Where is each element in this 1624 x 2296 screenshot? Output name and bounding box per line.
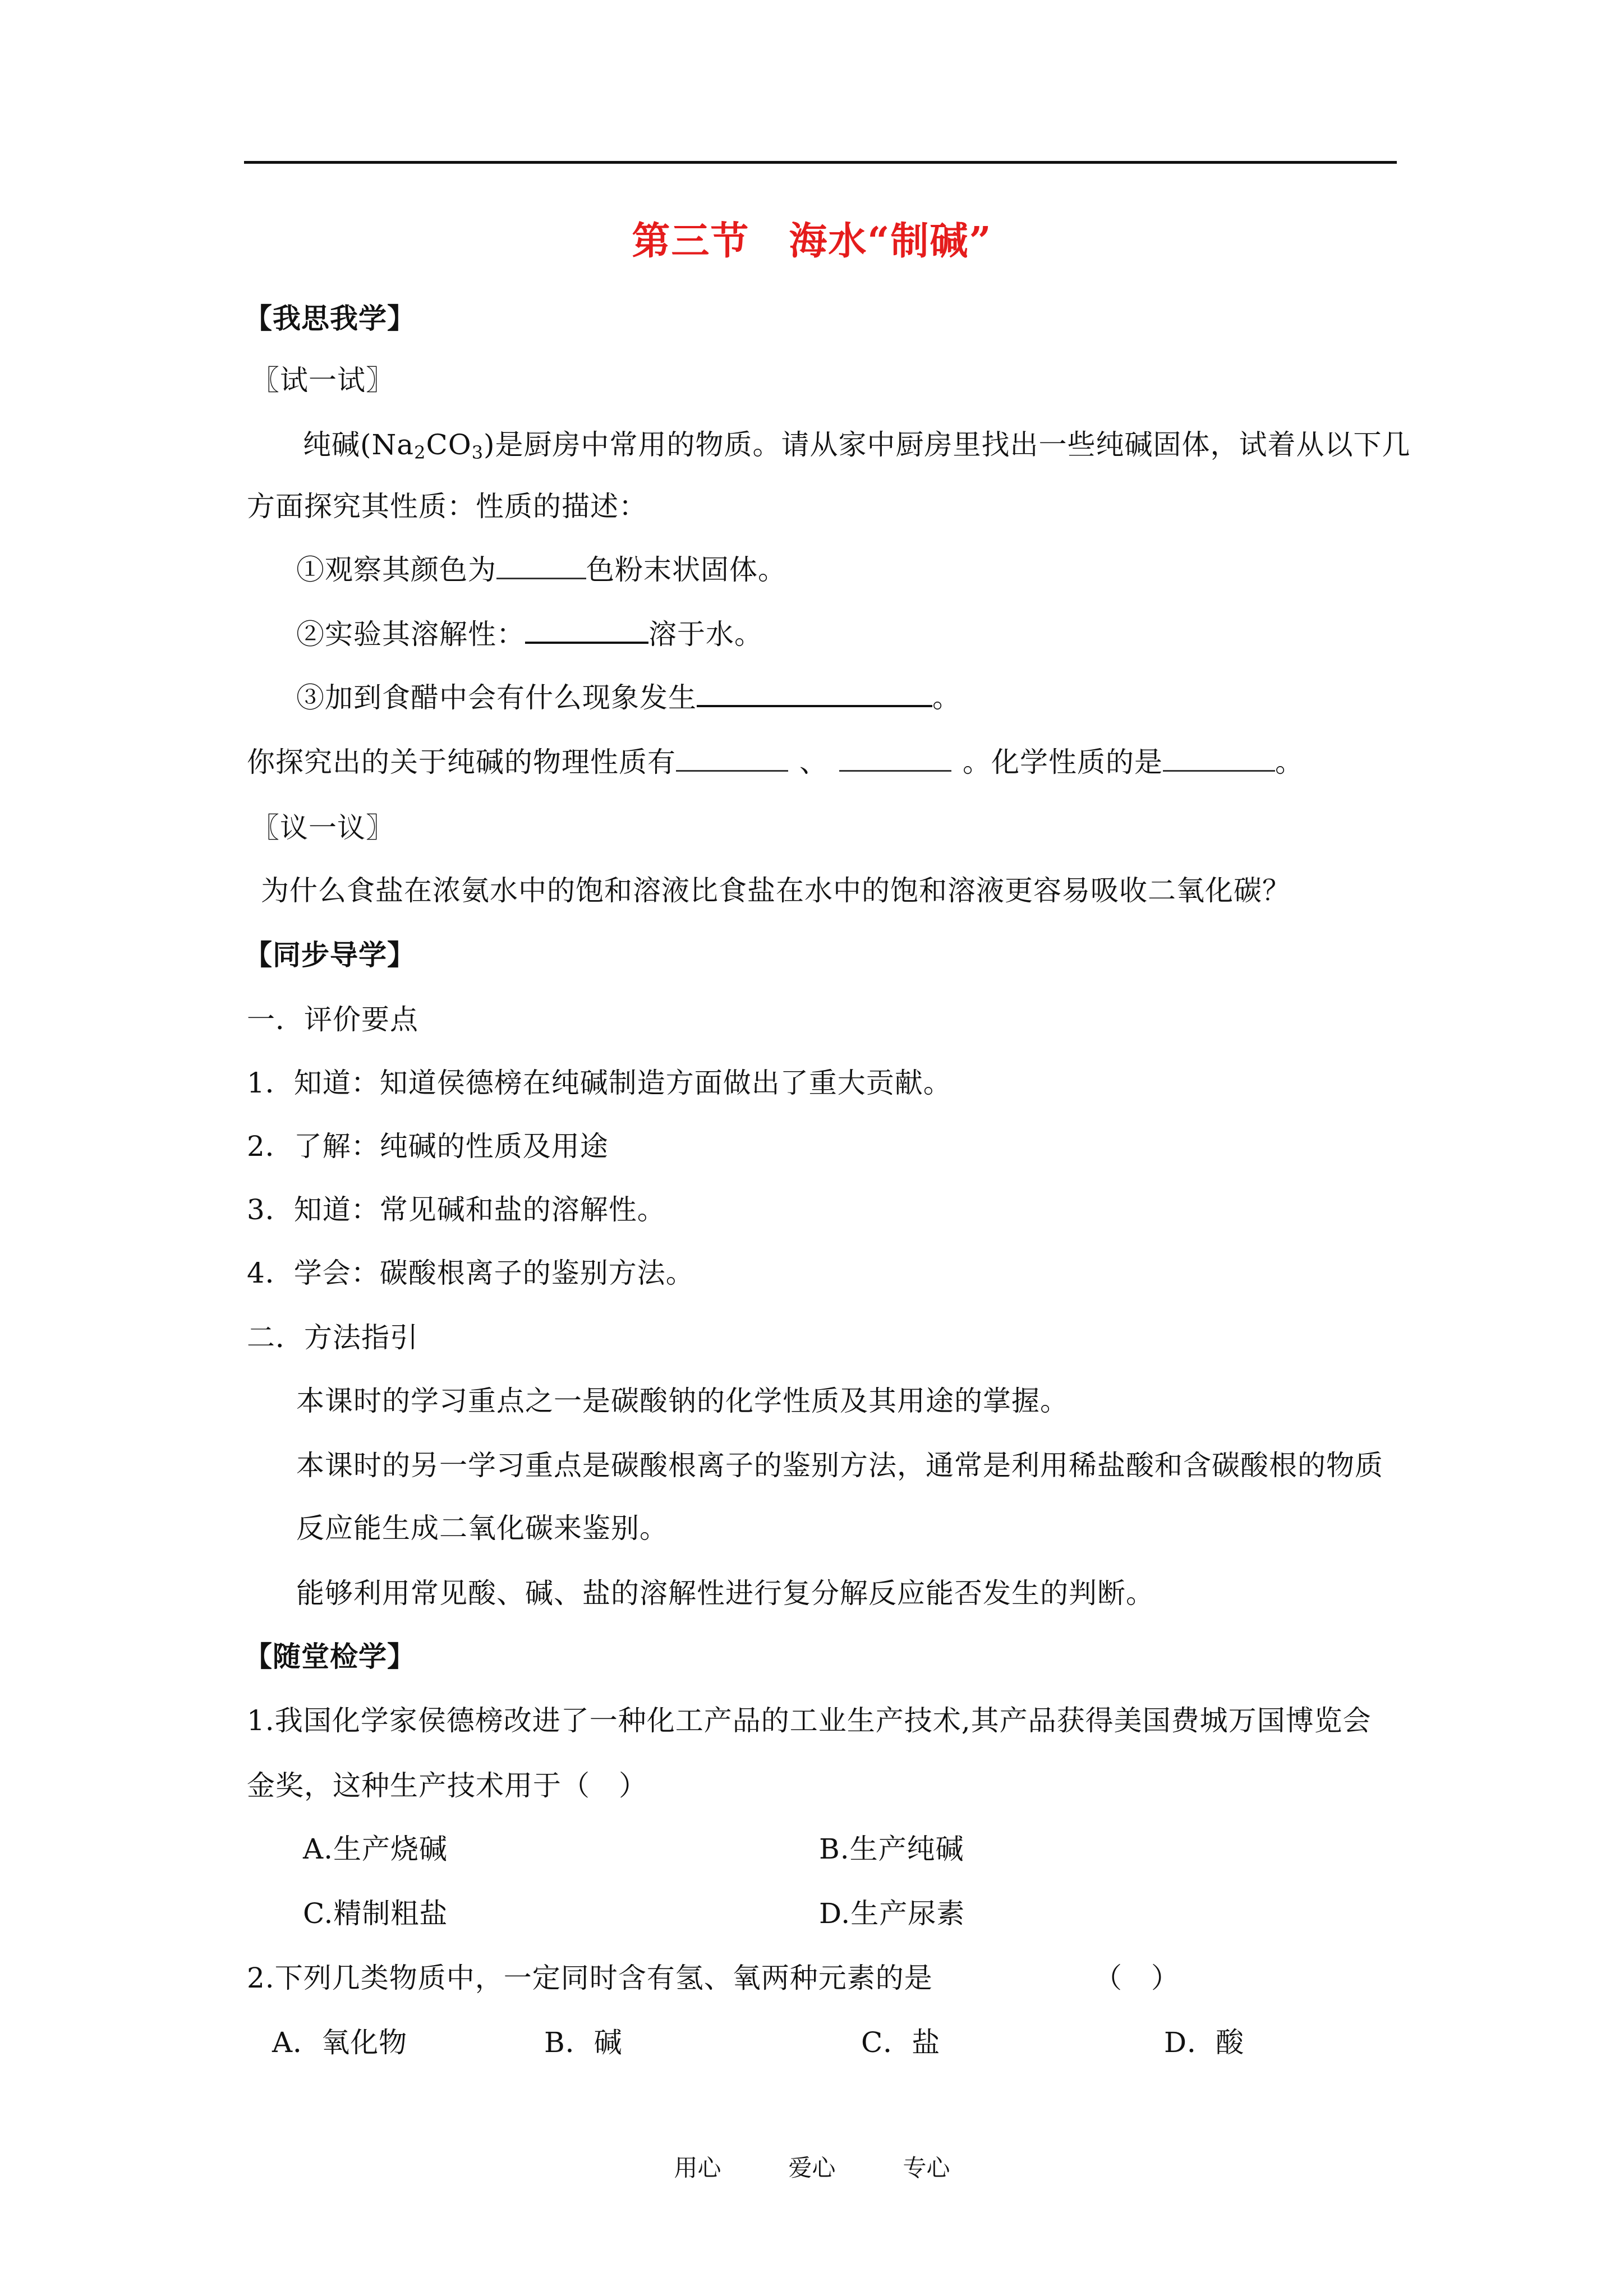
question-2-option-c[interactable]: C．盐 — [861, 2026, 941, 2059]
footer-word: 专心 — [903, 2154, 950, 2182]
paragraph-soda-line2: 方面探究其性质：性质的描述： — [247, 490, 647, 523]
method-heading: 二．方法指引 — [247, 1321, 418, 1354]
section-heading-think: 【我思我学】 — [244, 302, 416, 335]
question-1-option-c[interactable]: C.精制粗盐 — [303, 1897, 448, 1930]
method-paragraph-2-line2: 反应能生成二氧化碳来鉴别。 — [296, 1512, 668, 1545]
soda-suffix: )是厨房中常用的物质。请从家中厨房里找出一些纯碱固体，试着从以下几 — [484, 428, 1411, 461]
question-2-option-d[interactable]: D．酸 — [1164, 2026, 1245, 2059]
blank-vinegar[interactable] — [697, 680, 932, 707]
header-rule — [244, 161, 1397, 164]
question-vinegar-end: 。 — [932, 681, 961, 714]
blank-chemical[interactable] — [1163, 745, 1275, 772]
try-label: 〖试一试〗 — [251, 364, 394, 397]
eval-item: 3．知道：常见碱和盐的溶解性。 — [247, 1193, 666, 1226]
question-color — [296, 552, 786, 587]
method-paragraph-1: 本课时的学习重点之一是碳酸钠的化学性质及其用途的掌握。 — [296, 1385, 1069, 1417]
question-1-line1: 1.我国化学家侯德榜改进了一种化工产品的工业生产技术,其产品获得美国费城万国博览会 — [247, 1704, 1372, 1737]
soda-mid: CO — [426, 428, 472, 461]
eval-item: 1．知道：知道侯德榜在纯碱制造方面做出了重大贡献。 — [247, 1067, 952, 1099]
eval-heading: 一．评价要点 — [247, 1003, 418, 1036]
soda-prefix: 纯碱(Na — [303, 428, 415, 461]
discuss-label: 〖议一议〗 — [251, 812, 394, 844]
section-heading-check: 【随堂检学】 — [244, 1640, 416, 1673]
eval-item: 2．了解：纯碱的性质及用途 — [247, 1130, 609, 1163]
blank-color[interactable] — [496, 553, 586, 579]
question-solubility — [296, 617, 763, 652]
question-1-option-b[interactable]: B.生产纯碱 — [819, 1833, 964, 1865]
blank-solubility[interactable] — [525, 617, 648, 644]
question-color-text: ①观察其颜色为 — [296, 554, 496, 586]
blank-physical-2[interactable] — [839, 745, 951, 772]
soda-sub-1: 2 — [414, 442, 426, 463]
chemical-properties-text: 。化学性质的是 — [963, 746, 1163, 778]
question-color-end: 色粉末状固体。 — [586, 554, 786, 586]
question-2-stem: 2.下列几类物质中，一定同时含有氢、氧两种元素的是 — [247, 1962, 933, 1994]
footer-word: 用心 — [674, 2154, 721, 2182]
blank-physical-1[interactable] — [676, 745, 788, 772]
properties-sentence — [247, 745, 1304, 780]
discuss-question: 为什么食盐在浓氨水中的饱和溶液比食盐在水中的饱和溶液更容易吸收二氧化碳？ — [261, 874, 1291, 907]
page-footer — [0, 2152, 1624, 2184]
question-1-line2: 金奖，这种生产技术用于（ ） — [247, 1769, 647, 1802]
paragraph-soda-line1 — [303, 427, 1411, 462]
question-2-option-a[interactable]: A．氧化物 — [272, 2026, 408, 2059]
properties-end: 。 — [1275, 746, 1304, 778]
question-2-answer-paren[interactable]: （ ） — [1094, 1962, 1180, 1994]
question-1-option-d[interactable]: D.生产尿素 — [819, 1897, 965, 1930]
method-paragraph-3: 能够利用常见酸、碱、盐的溶解性进行复分解反应能否发生的判断。 — [296, 1577, 1154, 1610]
page-title: 第三节 海水“制碱” — [632, 219, 992, 264]
eval-item: 4．学会：碳酸根离子的鉴别方法。 — [247, 1257, 694, 1289]
question-solubility-text: ②实验其溶解性： — [296, 618, 525, 651]
properties-separator: 、 — [799, 746, 828, 778]
question-1-option-a[interactable]: A.生产烧碱 — [303, 1833, 448, 1865]
question-vinegar — [296, 680, 961, 715]
footer-word: 爱心 — [788, 2154, 836, 2182]
question-solubility-end: 溶于水。 — [648, 618, 763, 651]
question-2-option-b[interactable]: B．碱 — [544, 2026, 623, 2059]
method-paragraph-2-line1: 本课时的另一学习重点是碳酸根离子的鉴别方法，通常是利用稀盐酸和含碳酸根的物质 — [296, 1449, 1383, 1482]
question-vinegar-text: ③加到食醋中会有什么现象发生 — [296, 681, 697, 714]
soda-sub-2: 3 — [471, 442, 484, 463]
properties-text: 你探究出的关于纯碱的物理性质有 — [247, 746, 676, 778]
section-heading-sync: 【同步导学】 — [244, 938, 416, 971]
